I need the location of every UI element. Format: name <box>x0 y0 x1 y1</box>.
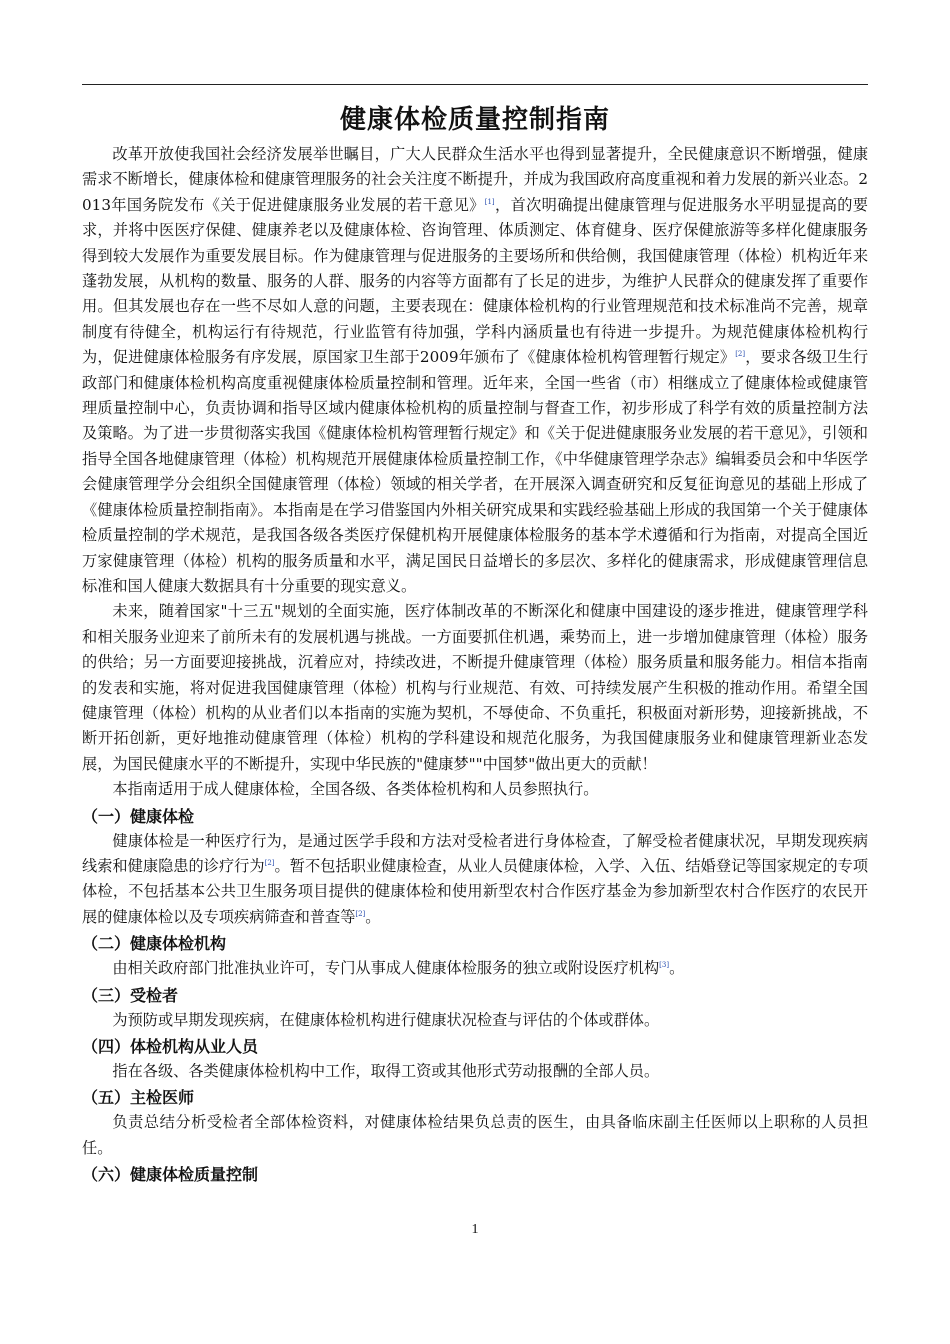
s2-text-b: 。 <box>669 959 685 978</box>
section-heading-quality-control: （六）健康体检质量控制 <box>82 1165 259 1185</box>
header-rule <box>82 84 868 85</box>
section-heading-health-checkup: （一）健康体检 <box>82 806 195 826</box>
intro-paragraph-2: 未来，随着国家"十三五"规划的全面实施，医疗体制改革的不断深化和健康中国建设的逐步推进，健康管理学科和相关服务业迎来了前所未有的发展机遇与挑战。一方面要抓住机遇，乘势而上，进一步增加健康管理（体检）服务的供给；另一方面要迎接挑战，沉着应对，持续改进，不断提升健康管理（体检）服务质量和服务能力。相信本指南的发表和实施，将对促进我国健康管理（体检）机构与行业规范、有效、可持续发展产生积极的推动作用。希望全国健康管理（体检）机构的从业者们以本指南的实施为契机，不辱使命、不负重托，积极面对新形势，迎接新挑战，不断开拓创新，更好地推动健康管理（体检）机构的学科建设和规范化服务，为我国健康服务业和健康管理新业态发展，为国民健康水平的不断提升，实现中华民族的"健康梦""中国梦"做出更大的贡献！ <box>82 602 868 773</box>
s1-text-a: 健康体检是一种医疗行为，是通过医学手段和方法对受检者进行身体检查，了解受检者健康状况，早期发现疾病线索和健康隐患的诊疗行为 <box>82 831 868 875</box>
intro-p1-text-c: ，要求各级卫生行政部门和健康体检机构高度重视健康体检质量控制和管理。近年来，全国一些省（市）相继成立了健康体检或健康管理质量控制中心，负责协调和指导区域内健康体检机构的质量控制与督查工作，初步形成了科学有效的质量控制方法及策略。为了进一步贯彻落实我国《健康体检机构管理暂行规定》和《关于促进健康服务业发展的若干意见》，引领和指导全国各地健康管理（体检）机构规范开展健康体检质量控制工作，《中华健康管理学杂志》编辑委员会和中华医学会健康管理学分会组织全国健康管理（体检）领域的相关学者，在开展深入调查研究和反复征询意见的基础上形成了《健康体检质量控制指南》。本指南是在学习借鉴国内外相关研究成果和实践经验基础上形成的我国第一个关于健康体检质量控制的学术规范，是我国各级各类医疗保健机构开展健康体检服务的基本学术遵循和行为指南，对提高全国近万家健康管理（体检）机构的服务质量和水平，满足国民日益增长的多层次、多样化的健康需求，形成健康管理信息标准和国人健康大数据具有十分重要的现实意义。 <box>82 348 868 595</box>
citation-ref-2[interactable]: [2] <box>735 350 746 359</box>
document-title: 健康体检质量控制指南 <box>339 105 610 135</box>
s1-text-b: 。暂不包括职业健康检查，从业人员健康体检，入学、入伍、结婚登记等国家规定的专项体检，不包括基本公共卫生服务项目提供的健康体检和使用新型农村合作医疗基金为参加新型农村合作医疗的农民开展的健康体检以及专项疾病筛查和普查等 <box>82 856 869 926</box>
section-heading-examinee: （三）受检者 <box>82 985 179 1005</box>
intro-paragraph-3: 本指南适用于成人健康体检，全国各级、各类体检机构和人员参照执行。 <box>112 780 599 799</box>
intro-p1-text-a: 改革开放使我国社会经济发展举世瞩目，广大人民群众生活水平也得到显著提升，全民健康意识不断增强，健康需求不断增长，健康体检和健康管理服务的社会关注度不断提升，并成为我国政府高度重视和着力发展的新兴业态。2013年国务院发布《关于促进健康服务业发展的若干意见》 <box>82 145 868 214</box>
section-text-checkup-institution <box>82 956 868 981</box>
section-heading-chief-physician: （五）主检医师 <box>82 1088 195 1108</box>
section-text-staff: 指在各级、各类健康体检机构中工作，取得工资或其他形式劳动报酬的全部人员。 <box>112 1062 660 1080</box>
intro-paragraph-1 <box>82 142 868 599</box>
s2-text-a: 由相关政府部门批准执业许可，专门从事成人健康体检服务的独立或附设医疗机构 <box>112 959 660 978</box>
intro-p1-text-b: ，首次明确提出健康管理与促进服务水平明显提高的要求，并将中医医疗保健、健康养老以及健康体检、咨询管理、体质测定、体育健身、医疗保健旅游等多样化健康服务得到较大发展作为重要发展目标。作为健康管理与促进服务的主要场所和供给侧，我国健康管理（体检）机构近年来蓬勃发展，从机构的数量、服务的人群、服务的内容等方面都有了长足的进步，为维护人民群众的健康发挥了重要作用。但其发展也存在一些不尽如人意的问题，主要表现在：健康体检机构的行业管理规范和技术标准尚不完善，规章制度有待健全，机构运行有待规范，行业监管有待加强，学科内涵质量也有待进一步提升。为规范健康体检机构行为，促进健康体检服务有序发展，原国家卫生部于2009年颁布了《健康体检机构管理暂行规定》 <box>82 195 868 367</box>
page-number: 1 <box>471 1222 479 1237</box>
section-heading-checkup-institution: （二）健康体检机构 <box>82 934 227 954</box>
citation-ref-s1[interactable]: [2] <box>264 858 275 867</box>
citation-ref-s1-2[interactable]: [2] <box>355 909 366 918</box>
citation-ref-s2[interactable]: [3] <box>659 961 670 970</box>
section-heading-staff: （四）体检机构从业人员 <box>82 1037 259 1056</box>
s1-text-c: 。 <box>365 907 381 926</box>
document-body <box>82 100 868 1187</box>
section-text-chief-physician: 负责总结分析受检者全部体检资料，对健康体检结果负总责的医生，由具备临床副主任医师以上职称的人员担任。 <box>82 1113 868 1157</box>
section-text-examinee: 为预防或早期发现疾病，在健康体检机构进行健康状况检查与评估的个体或群体。 <box>112 1010 660 1029</box>
citation-ref-1[interactable]: [1] <box>484 197 495 206</box>
section-text-health-checkup <box>82 829 868 931</box>
